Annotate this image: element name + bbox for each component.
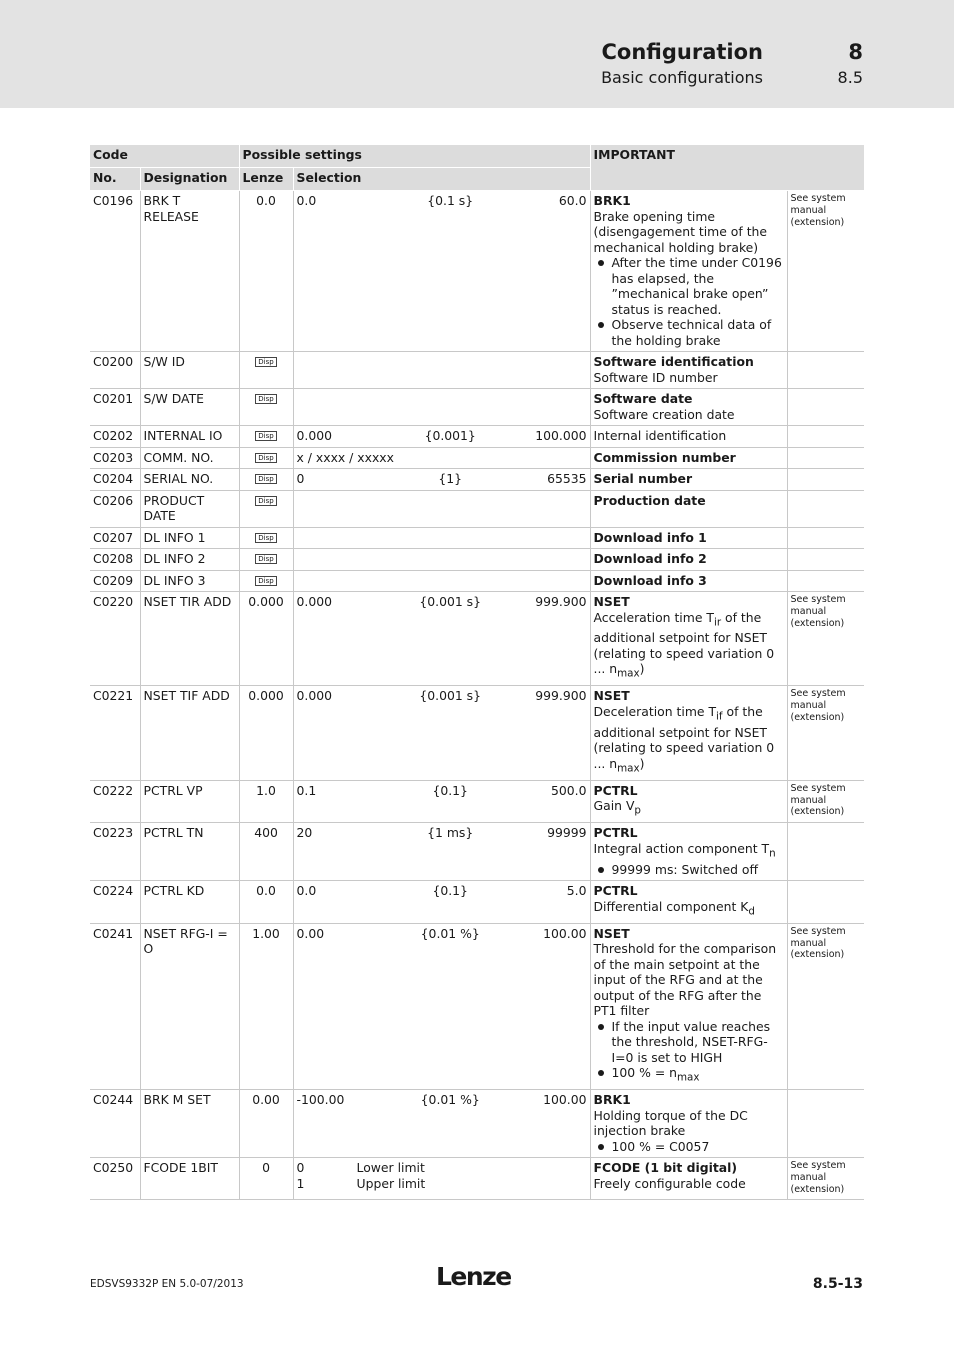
important-info [590, 527, 787, 549]
bullet-item: After the time under C0196 has elapsed, the ”mechanical brake open” status is reached. [594, 255, 784, 317]
parameter-title: FCODE (1 bit digital) [593, 1160, 738, 1176]
lenze-value: 0.000 [239, 686, 293, 780]
important-info [590, 549, 787, 571]
designation: PCTRL KD [140, 881, 239, 923]
selection [293, 549, 590, 571]
selection-range [297, 594, 587, 610]
table-row [90, 389, 864, 426]
chapter-title: Configuration [601, 40, 763, 64]
reference-note [787, 570, 864, 592]
important-info [590, 469, 787, 491]
header-possible-settings: Possible settings [239, 145, 590, 168]
table-row [90, 923, 864, 1089]
selection [293, 686, 590, 780]
description: Freely configurable code [593, 1175, 746, 1191]
description: Internal identification [593, 428, 727, 443]
important-info [590, 881, 787, 923]
parameter-title: Production date [593, 492, 706, 508]
max-value: 5.0 [566, 883, 587, 899]
reference-note: See system manual (extension) [787, 923, 864, 1089]
description [594, 899, 784, 920]
reference-note [787, 352, 864, 389]
important-info [590, 352, 787, 389]
header-code: Code [90, 145, 239, 168]
lenze-value [239, 490, 293, 527]
min-value: 0.1 [296, 782, 317, 798]
code-number: C0206 [90, 490, 140, 527]
table-row [90, 549, 864, 571]
section-title: Basic configurations [601, 68, 763, 87]
min-value: 0.0 [296, 193, 317, 208]
parameter-title: PCTRL [593, 825, 638, 841]
increment: {0.001 s} [419, 688, 482, 704]
lenze-value: 400 [239, 823, 293, 881]
reference-note: See system manual (extension) [787, 592, 864, 686]
page-number: 8.5-13 [812, 1276, 863, 1292]
bullet-list [594, 862, 784, 878]
code-number: C0200 [90, 352, 140, 389]
lenze-value [239, 352, 293, 389]
increment: {0.1} [432, 782, 468, 798]
selection-range [297, 428, 587, 444]
important-info [590, 823, 787, 881]
code-number: C0241 [90, 923, 140, 1089]
code-number: C0224 [90, 881, 140, 923]
min-value: 0.000 [296, 688, 332, 704]
code-number: C0220 [90, 592, 140, 686]
selection [293, 490, 590, 527]
text: ) [639, 755, 645, 771]
increment: {0.1 s} [427, 193, 474, 208]
section-number: 8.5 [837, 68, 863, 87]
description [594, 841, 784, 862]
parameter-title: PCTRL [593, 883, 638, 899]
designation: DL INFO 3 [140, 570, 239, 592]
table-row [90, 447, 864, 469]
description: Software ID number [593, 369, 718, 385]
display-only-icon: Disp [255, 357, 276, 367]
bullet-item: 100 % = C0057 [594, 1139, 784, 1155]
table-row [90, 191, 864, 352]
table-row [90, 352, 864, 389]
reference-note [787, 490, 864, 527]
designation: PCTRL TN [140, 823, 239, 881]
selection-range [297, 926, 587, 942]
selection [293, 426, 590, 448]
table-row [90, 469, 864, 491]
increment: {0.001 s} [419, 594, 482, 609]
selection-option [297, 1160, 587, 1176]
display-only-icon: Disp [255, 453, 276, 463]
display-only-icon: Disp [255, 576, 276, 586]
reference-note [787, 823, 864, 881]
description: Software creation date [593, 406, 735, 422]
selection [293, 1158, 590, 1199]
reference-note: See system manual (extension) [787, 191, 864, 352]
max-value: 999.900 [535, 594, 587, 609]
selection-range [297, 883, 587, 899]
bullet-item: Observe technical data of the holding brake [594, 317, 784, 348]
selection [293, 352, 590, 389]
parameter-title: Download info 1 [593, 529, 707, 545]
subscript: p [634, 804, 641, 817]
selection [293, 191, 590, 352]
text: 100 % = n [611, 1065, 677, 1081]
reference-note [787, 469, 864, 491]
lenze-value: 1.00 [239, 923, 293, 1089]
selection [293, 592, 590, 686]
page-header [0, 0, 954, 108]
max-value: 500.0 [551, 782, 587, 798]
table-row [90, 881, 864, 923]
selection [293, 823, 590, 881]
selection-range [297, 783, 587, 799]
code-number: C0204 [90, 469, 140, 491]
code-number: C0209 [90, 570, 140, 592]
reference-note [787, 447, 864, 469]
important-info [590, 570, 787, 592]
reference-note: See system manual (extension) [787, 686, 864, 780]
document-id: EDSVS9332P EN 5.0-07/2013 [90, 1278, 244, 1290]
code-number: C0201 [90, 389, 140, 426]
text: ) [639, 661, 645, 677]
designation: COMM. NO. [140, 447, 239, 469]
increment: {0.01 %} [420, 1092, 480, 1108]
min-value: 0.0 [296, 883, 317, 899]
table-row [90, 1090, 864, 1158]
parameter-title: Download info 2 [593, 551, 707, 566]
code-number: C0223 [90, 823, 140, 881]
code-number: C0196 [90, 191, 140, 352]
max-value: 60.0 [558, 193, 587, 208]
header-designation: Designation [140, 168, 239, 191]
display-only-icon: Disp [255, 496, 276, 506]
header-lenze: Lenze [239, 168, 293, 191]
min-value: 0 [296, 471, 305, 486]
description [594, 704, 784, 777]
important-info [590, 490, 787, 527]
text: Differential component K [593, 898, 749, 914]
lenze-value: 0.0 [239, 191, 293, 352]
bullet-item: 99999 ms: Switched off [594, 862, 784, 878]
parameter-title: Download info 3 [593, 572, 707, 588]
table-row [90, 527, 864, 549]
table-row [90, 1158, 864, 1199]
table-row [90, 780, 864, 822]
selection-range [297, 688, 587, 704]
option-value: 0 [296, 1160, 305, 1176]
selection [293, 389, 590, 426]
bullet-list [594, 1019, 784, 1086]
header-important: IMPORTANT [590, 145, 864, 191]
display-only-icon: Disp [255, 554, 276, 564]
important-info [590, 191, 787, 352]
table-row [90, 823, 864, 881]
parameter-title: Software identification [593, 354, 754, 369]
lenze-value [239, 447, 293, 469]
designation: BRK T RELEASE [140, 191, 239, 352]
lenze-value [239, 549, 293, 571]
min-value: 0.000 [296, 428, 332, 443]
important-info [590, 780, 787, 822]
designation: NSET TIF ADD [140, 686, 239, 780]
selection [293, 447, 590, 469]
parameter-title: NSET [593, 925, 630, 941]
chapter-number: 8 [848, 40, 863, 64]
reference-note [787, 389, 864, 426]
display-only-icon: Disp [255, 431, 276, 441]
display-only-icon: Disp [255, 474, 276, 484]
selection-range [297, 193, 587, 209]
max-value: 100.000 [535, 428, 587, 443]
designation: DL INFO 2 [140, 549, 239, 571]
max-value: 100.00 [543, 925, 587, 941]
lenze-value: 0.00 [239, 1090, 293, 1158]
code-number: C0202 [90, 426, 140, 448]
bullet-item [594, 1065, 784, 1086]
designation: S/W ID [140, 352, 239, 389]
min-value: 0.000 [296, 594, 332, 609]
selection [293, 780, 590, 822]
reference-note [787, 549, 864, 571]
selection [293, 923, 590, 1089]
reference-note [787, 426, 864, 448]
designation: SERIAL NO. [140, 469, 239, 491]
designation: PCTRL VP [140, 780, 239, 822]
description: Brake opening time (disengagement time of the mechanical holding brake) [593, 208, 768, 255]
designation: FCODE 1BIT [140, 1158, 239, 1199]
subscript: max [617, 762, 640, 775]
selection [293, 570, 590, 592]
min-value: 20 [296, 825, 313, 841]
min-value: -100.00 [296, 1092, 345, 1108]
designation: S/W DATE [140, 389, 239, 426]
header-selection: Selection [293, 168, 590, 191]
lenze-value [239, 527, 293, 549]
option-label: Upper limit [356, 1175, 426, 1191]
designation: BRK M SET [140, 1090, 239, 1158]
table-row [90, 592, 864, 686]
description: Threshold for the comparison of the main setpoint at the input of the RFG and at the output of the RFG after the PT1 filter [593, 941, 777, 1019]
text: Deceleration time T [593, 703, 717, 719]
important-info [590, 426, 787, 448]
selection [293, 1090, 590, 1158]
table-header-row-1 [90, 145, 864, 168]
subscript: max [617, 667, 640, 680]
lenze-value [239, 469, 293, 491]
designation: NSET RFG-I = O [140, 923, 239, 1089]
max-value: 999.900 [535, 688, 587, 704]
min-value: 0.00 [296, 925, 325, 941]
code-number: C0221 [90, 686, 140, 780]
reference-note [787, 881, 864, 923]
parameter-title: Software date [593, 391, 693, 406]
designation: DL INFO 1 [140, 527, 239, 549]
designation: INTERNAL IO [140, 426, 239, 448]
lenze-value [239, 570, 293, 592]
selection-range [297, 471, 587, 487]
text: Gain V [593, 798, 635, 814]
parameter-title: NSET [593, 594, 630, 609]
important-info [590, 923, 787, 1089]
increment: {1} [438, 471, 463, 486]
table-row [90, 570, 864, 592]
lenze-value [239, 389, 293, 426]
bullet-list [594, 1139, 784, 1155]
important-info [590, 686, 787, 780]
table-row [90, 426, 864, 448]
description [594, 798, 784, 819]
code-number: C0208 [90, 549, 140, 571]
display-only-icon: Disp [255, 394, 276, 404]
reference-note [787, 527, 864, 549]
selection [293, 881, 590, 923]
increment: {0.01 %} [420, 925, 480, 941]
option-value: 1 [296, 1175, 305, 1191]
reference-note: See system manual (extension) [787, 1158, 864, 1199]
selection-format: x / xxxx / xxxxx [296, 449, 394, 465]
header-no: No. [90, 168, 140, 191]
lenze-value: 0 [239, 1158, 293, 1199]
max-value: 65535 [547, 471, 587, 486]
parameter-title: Commission number [593, 449, 736, 465]
important-info [590, 1090, 787, 1158]
lenze-value: 1.0 [239, 780, 293, 822]
reference-note: See system manual (extension) [787, 780, 864, 822]
table-row [90, 490, 864, 527]
code-number: C0222 [90, 780, 140, 822]
option-label: Lower limit [356, 1160, 425, 1176]
subscript: n [769, 847, 776, 860]
important-info [590, 447, 787, 469]
important-info [590, 1158, 787, 1199]
parameter-title: BRK1 [593, 1092, 631, 1108]
lenze-logo: Lenze [436, 1262, 511, 1291]
important-info [590, 592, 787, 686]
important-info [590, 389, 787, 426]
max-value: 100.00 [543, 1092, 587, 1108]
code-number: C0203 [90, 447, 140, 469]
subscript: if [716, 710, 723, 723]
parameter-title: Serial number [593, 471, 693, 486]
reference-note [787, 1090, 864, 1158]
lenze-value: 0.0 [239, 881, 293, 923]
bullet-list [594, 255, 784, 348]
subscript: d [748, 905, 755, 918]
code-number: C0207 [90, 527, 140, 549]
description [594, 610, 784, 683]
selection [293, 527, 590, 549]
bullet-item: If the input value reaches the threshold, NSET-RFG-I=0 is set to HIGH [594, 1019, 784, 1066]
text: of the additional setpoint for NSET (relating to speed variation 0 ... n [593, 609, 775, 677]
lenze-value [239, 426, 293, 448]
parameter-title: BRK1 [593, 193, 631, 208]
code-number: C0244 [90, 1090, 140, 1158]
parameter-title: PCTRL [593, 782, 638, 798]
increment: {0.1} [432, 883, 468, 899]
parameter-table [90, 145, 865, 1200]
designation: PRODUCT DATE [140, 490, 239, 527]
text: of the additional setpoint for NSET (relating to speed variation 0 ... n [593, 703, 775, 771]
increment: {0.001} [424, 428, 476, 443]
max-value: 99999 [547, 825, 587, 841]
designation: NSET TIR ADD [140, 592, 239, 686]
selection-range [297, 825, 587, 841]
lenze-value: 0.000 [239, 592, 293, 686]
subscript: max [677, 1071, 700, 1084]
description: Holding torque of the DC injection brake [593, 1107, 748, 1139]
selection-range [297, 1092, 587, 1108]
increment: {1 ms} [427, 825, 474, 841]
table-row [90, 686, 864, 780]
selection-option [297, 1176, 587, 1192]
parameter-title: NSET [593, 688, 630, 704]
subscript: ir [713, 615, 722, 628]
display-only-icon: Disp [255, 533, 276, 543]
text: Acceleration time T [593, 609, 714, 625]
code-number: C0250 [90, 1158, 140, 1199]
text: Integral action component T [593, 840, 770, 856]
selection [293, 469, 590, 491]
